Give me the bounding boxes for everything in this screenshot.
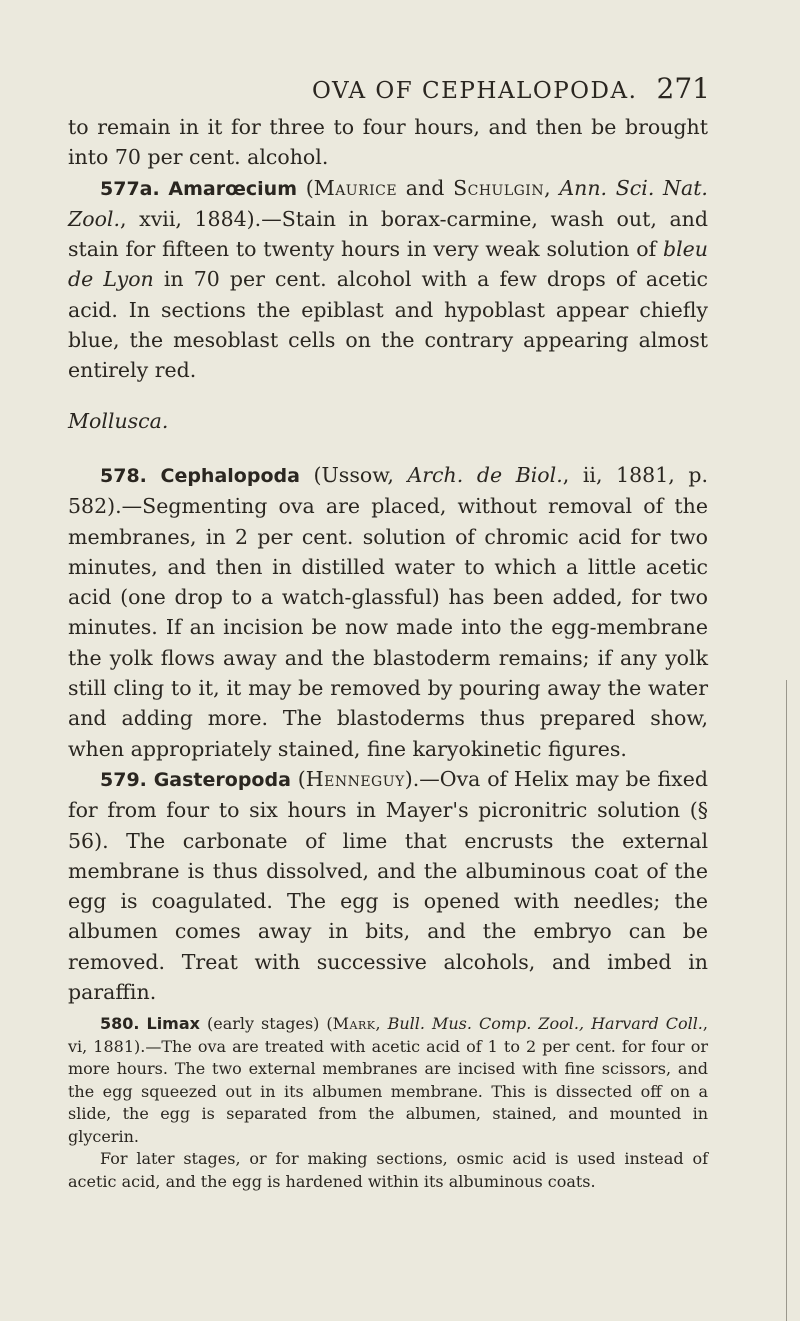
page-number: 271 [656, 72, 710, 105]
citation-author: Mark [332, 1014, 376, 1034]
citation-journal: Arch. de Biol. [407, 462, 563, 487]
citation-rest: , xvii, 1884). [120, 206, 262, 231]
citation-author: Ussow [321, 462, 388, 487]
body-text [68, 112, 708, 1193]
entry-title: Limax [146, 1014, 200, 1034]
entry-text: —Segmenting ova are placed, without removal of the membranes, in 2 per cent. solution of chromic acid for two minutes, and then in distilled water to which a little acetic acid (one drop to a watch-glassful) has been added, for two minutes. If an incision be now made into the egg-membrane the yolk flows away and the blastoderm remains; if any yolk still cling to it, it may be removed by pouring away the water and adding more. The blastoderms thus prepared show, when appropriately stained, fine karyokinetic figures. [68, 494, 708, 761]
entry-text: —Stain in borax-carmine, wash out, and stain for fifteen to twenty hours in very weak solution of [68, 206, 708, 262]
entry-number: 577a. [100, 177, 160, 200]
citation-punct: ( [290, 766, 306, 791]
entry-text: —Ova of Helix may be fixed for from four to six hours in Mayer's picronitric solution (§ 56). The carbonate of lime that encrusts the external membrane is thus dissolved, and the albuminous coat of the egg is coagulated. The egg is opened with needles; the albumen comes away in bits, and the embryo can be removed. Treat with successive alcohols, and imbed in paraffin. [68, 766, 709, 1005]
entry-title: Cephalopoda [160, 464, 300, 487]
citation-journal: Ann. Sci. Nat. Zool. [68, 175, 708, 231]
paragraph-579 [68, 764, 708, 1007]
citation-rest: , ii, 1881, p. 582). [68, 462, 708, 519]
page-header [68, 72, 710, 114]
paragraph-577a [68, 173, 708, 386]
citation-punct: , [387, 462, 408, 487]
page-edge-shadow [786, 680, 787, 1321]
entry-number: 579. [100, 768, 147, 791]
citation-punct: and [397, 175, 454, 200]
entry-number: 578. [100, 464, 147, 487]
citation-journal: Bull. Mus. Comp. Zool., Harvard Coll. [387, 1014, 703, 1034]
citation-punct: , [375, 1014, 388, 1034]
citation-author: Maurice [313, 175, 398, 200]
citation-punct: , [544, 175, 560, 200]
citation-punct: ( [299, 462, 322, 487]
section-heading: Mollusca. [68, 408, 169, 433]
citation-rest: ). [404, 766, 420, 791]
entry-title: Gasteropoda [153, 768, 291, 791]
entry-number: 580. [100, 1014, 140, 1034]
entry-qualifier: (early stages) ( [199, 1014, 333, 1034]
paragraph-580 [68, 1013, 708, 1148]
citation-punct: ( [297, 175, 314, 200]
running-head: OVA OF CEPHALOPODA. [312, 78, 638, 104]
citation-author: Henneguy [305, 766, 405, 791]
entry-text: —The ova are treated with acetic acid of 1 to 2 per cent. for four or more hours. The two external membranes are incised with fine scissors, and the egg squeezed out in its albumen membrane. This is dissected off on a slide, the egg is separated from the albumen, stained, and mounted in glycerin. [68, 1036, 709, 1146]
paragraph-578 [68, 460, 708, 764]
citation-author: Schulgin [453, 175, 545, 200]
citation-rest: , vi, 1881). [68, 1014, 708, 1056]
entry-text: in 70 per cent. alcohol with a few drops of acetic acid. In sections the epiblast and hypoblast appear chiefly blue, the mesoblast cells on the contrary appearing almost entirely red. [68, 267, 708, 383]
stain-name: bleu de Lyon [68, 237, 708, 292]
paragraph-intro: to remain in it for three to four hours, and then be brought into 70 per cent. alcohol. [68, 115, 708, 170]
paragraph-580-continued: For later stages, or for making sections, osmic acid is used instead of acetic acid, and the egg is hardened within its albuminous coats. [68, 1149, 708, 1191]
entry-title: Amarœcium [168, 177, 297, 200]
